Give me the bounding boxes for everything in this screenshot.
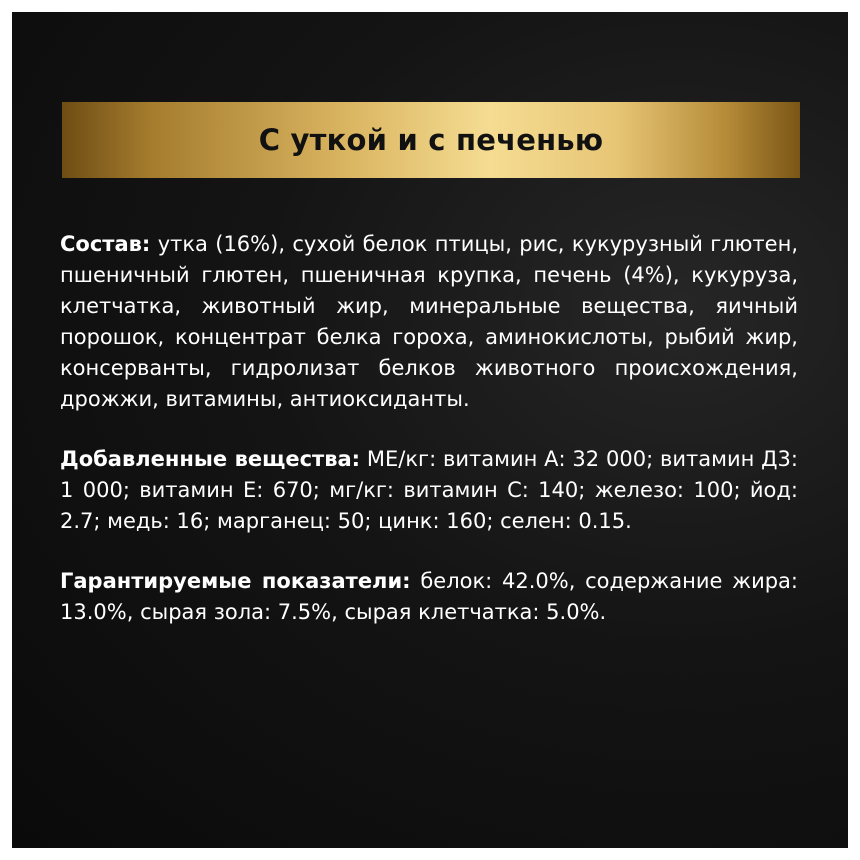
composition-section bbox=[60, 229, 798, 415]
product-info-card bbox=[12, 12, 848, 848]
guaranteed-values-text: белок: 42.0%, содержание жира: 13.0%, сырая зола: 7.5%, сырая клетчатка: 5.0%. bbox=[60, 569, 798, 624]
additives-label: Добавленные вещества: bbox=[60, 447, 361, 471]
composition-label: Состав: bbox=[60, 232, 151, 256]
additives-section bbox=[60, 444, 798, 537]
title-banner bbox=[62, 102, 800, 178]
guaranteed-values-label: Гарантируемые показатели: bbox=[60, 569, 411, 593]
page-title: С уткой и с печенью bbox=[258, 123, 604, 157]
composition-content bbox=[60, 229, 798, 657]
guaranteed-values-section bbox=[60, 566, 798, 628]
composition-text: утка (16%), сухой белок птицы, рис, кукурузный глютен, пшеничный глютен, пшеничная крупка, печень (4%), кукуруза, клетчатка, животный жир, минеральные вещества, яичный порошок, концентрат белка гороха, аминокислоты, рыбий жир, консерванты, гидролизат белков животного происхождения, дрожжи, витамины, антиоксиданты. bbox=[60, 232, 798, 411]
additives-text: МЕ/кг: витамин А: 32 000; витамин Д3: 1 000; витамин Е: 670; мг/кг: витамин С: 140; железо: 100; йод: 2.7; медь: 16; марганец: 50; цинк: 160; селен: 0.15. bbox=[60, 447, 798, 533]
